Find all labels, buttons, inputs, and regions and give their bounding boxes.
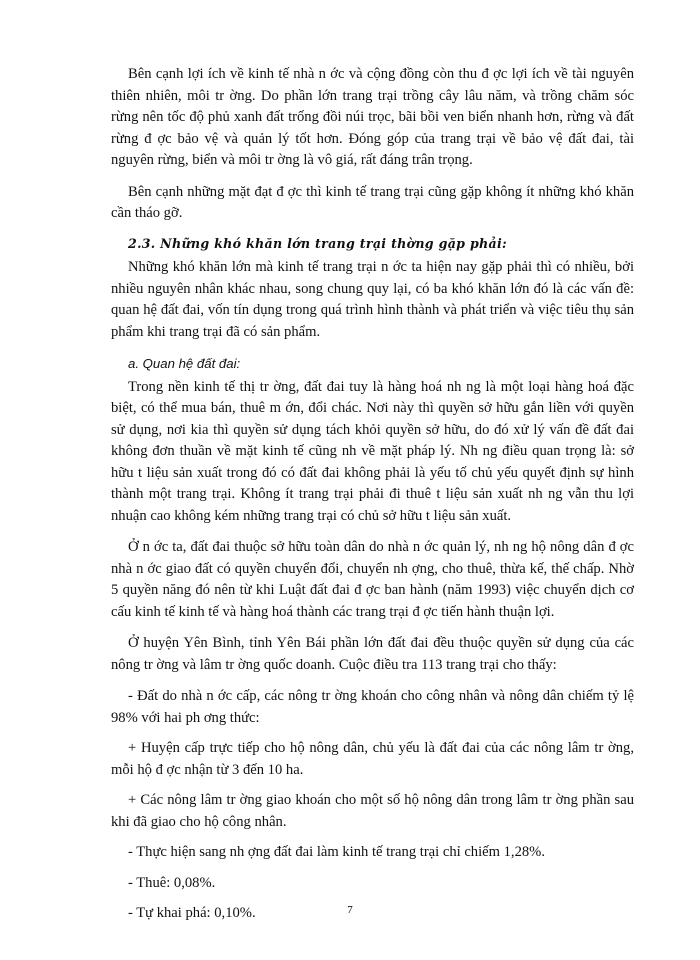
subheading-land-relations: a. Quan hệ đất đai: (128, 356, 241, 371)
list-item: + Huyện cấp trực tiếp cho hộ nông dân, chủ yếu là đất đai của các nông lâm tr ờng, mỗi hộ đ ợc nhận từ 3 đến 10 ha. (111, 740, 634, 778)
list-item: + Các nông lâm tr ờng giao khoán cho một số hộ nông dân trong lâm tr ờng phần sau khi đã giao cho hộ công nhân. (111, 792, 634, 830)
section-heading: 2.3. Những khó khăn lớn trang trại thờng gặp phải: (128, 235, 507, 251)
paragraph-land-ownership: Ở n ớc ta, đất đai thuộc sở hữu toàn dân do nhà n ớc quản lý, nh ng hộ nông dân đ ợc nhà n ớc giao đất có quyền chuyển đổi, chuyển nh ợng, cho thuê, thừa kế, thế chấp. Nhờ 5 quyền năng đó nên từ khi Luật đất đai đ ợc ban hành (năm 1993) việc chuyển dịch cơ cấu kinh tế kinh tế và hàng hoá thành các trang trại đ ợc tiến hành thuận lợi. (111, 539, 634, 620)
paragraph-environment-benefits: Bên cạnh lợi ích về kinh tế nhà n ớc và cộng đồng còn thu đ ợc lợi ích về tài nguyên thiên nhiên, môi tr ờng. Do phần lớn trang trại trồng cây lâu năm, và trồng chăm sóc rừng nên tốc độ phủ xanh đất trống đồi núi trọc, bãi bồi ven biển nhanh hơn, rừng và đất rừng đ ợc bảo vệ và quản lý tốt hơn. Đóng góp của trang trại về bảo vệ đất đai, tài nguyên rừng, biển và môi tr ờng là vô giá, rất đáng trân trọng. (111, 66, 634, 168)
paragraph-yen-binh: Ở huyện Yên Bình, tỉnh Yên Bái phần lớn đất đai đều thuộc quyền sử dụng của các nông tr ờng và lâm tr ờng quốc doanh. Cuộc điều tra 113 trang trại cho thấy: (111, 635, 634, 673)
paragraph-land-market: Trong nền kinh tế thị tr ờng, đất đai tuy là hàng hoá nh ng là một loại hàng hoá đặc biệt, có thể mua bán, thuê m ớn, đổi chác. Nơi này thì quyền sở hữu gắn liền với quyền sử dụng, nơi kia thì quyền sử dụng tách khỏi quyền sở hữu, do đó xử lý vấn đề đất đai không đơn thuần về mặt kinh tế cũng nh về mặt pháp lý. Nh ng điều quan trọng là: sở hữu t liệu sản xuất trong đó có đất đai không phải là yếu tố chủ yếu quyết định sự hình thành một trang trại. Không ít trang trại phải đi thuê t liệu sản xuất nh ng vẫn thu lợi nhuận cao không kém những trang trại có chủ sở hữu t liệu sản xuất. (111, 378, 634, 524)
list-item: - Đất do nhà n ớc cấp, các nông tr ờng khoán cho công nhân và nông dân chiếm tỷ lệ 98% với hai ph ơng thức: (111, 688, 634, 726)
page-number: 7 (347, 904, 353, 916)
list-item: - Thực hiện sang nh ợng đất đai làm kinh tế trang trại chỉ chiếm 1,28%. (128, 844, 545, 860)
list-item: - Thuê: 0,08%. (128, 874, 216, 891)
list-item: - Tự khai phá: 0,10%. (128, 905, 256, 921)
paragraph-three-difficulties: Những khó khăn lớn mà kinh tế trang trại n ớc ta hiện nay gặp phải thì có nhiều, bởi nhiều nguyên nhân khác nhau, song chung quy lại, có ba khó khăn lớn đó là các vấn đề: quan hệ đất đai, vốn tín dụng trong quá trình hình thành và phát triển và việc tiêu thụ sản phẩm khi trang trại đã có sản phẩm. (111, 259, 634, 340)
paragraph-difficulties-intro: Bên cạnh những mặt đạt đ ợc thì kinh tế trang trại cũng gặp không ít những khó khăn cần tháo gỡ. (111, 183, 634, 221)
